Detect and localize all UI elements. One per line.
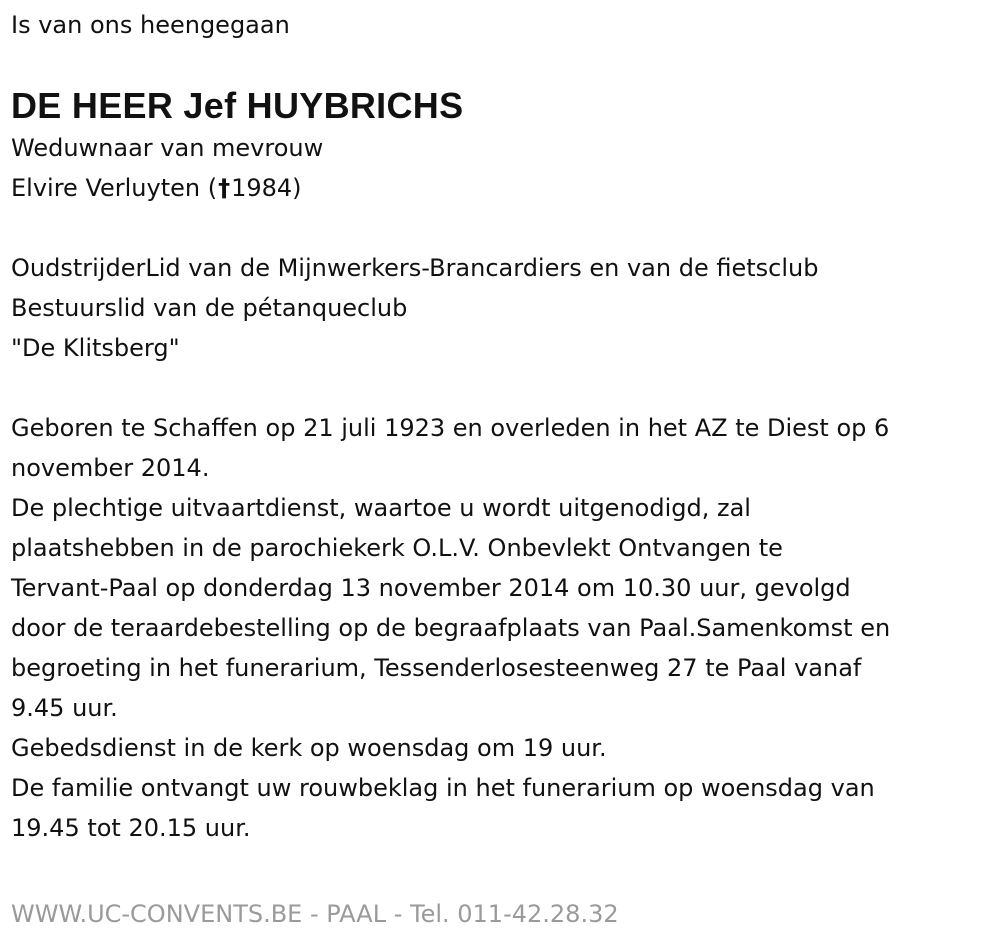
role-line: OudstrijderLid van de Mijnwerkers-Brancardiers en van de fietsclub (11, 254, 819, 282)
detail-line: Tervant-Paal op donderdag 13 november 2014 om 10.30 uur, gevolgd (11, 574, 851, 602)
deceased-name: DE HEER Jef HUYBRICHS (11, 85, 464, 126)
detail-line: november 2014. (11, 454, 210, 482)
spacer (11, 208, 991, 248)
detail-line: De familie ontvangt uw rouwbeklag in het funerarium op woensdag van (11, 774, 875, 802)
intro-text: Is van ons heengegaan (11, 11, 290, 39)
detail-line: Geboren te Schaffen op 21 juli 1923 en overleden in het AZ te Diest op 6 (11, 414, 890, 442)
detail-line: De plechtige uitvaartdienst, waartoe u wordt uitgenodigd, zal (11, 494, 751, 522)
cross-icon: † (218, 174, 231, 202)
spacer (11, 368, 991, 408)
detail-line: 19.45 tot 20.15 uur. (11, 814, 251, 842)
detail-line: Gebedsdienst in de kerk op woensdag om 19 uur. (11, 734, 607, 762)
detail-line: door de teraardebestelling op de begraafplaats van Paal.Samenkomst en (11, 614, 891, 642)
notice-body (11, 0, 991, 848)
spouse-death-year: 1984) (231, 174, 302, 202)
detail-line: 9.45 uur. (11, 694, 118, 722)
role-line: "De Klitsberg" (11, 334, 180, 362)
detail-line: begroeting in het funerarium, Tessenderlosesteenweg 27 te Paal vanaf (11, 654, 862, 682)
spouse-name: Elvire Verluyten ( (11, 174, 218, 202)
spouse-line-2 (11, 168, 991, 208)
role-line: Bestuurslid van de pétanqueclub (11, 294, 408, 322)
footer-contact: WWW.UC-CONVENTS.BE - PAAL - Tel. 011-42.28.32 (11, 900, 619, 928)
detail-line: plaatshebben in de parochiekerk O.L.V. Onbevlekt Ontvangen te (11, 534, 783, 562)
spouse-line-1: Weduwnaar van mevrouw (11, 134, 324, 162)
